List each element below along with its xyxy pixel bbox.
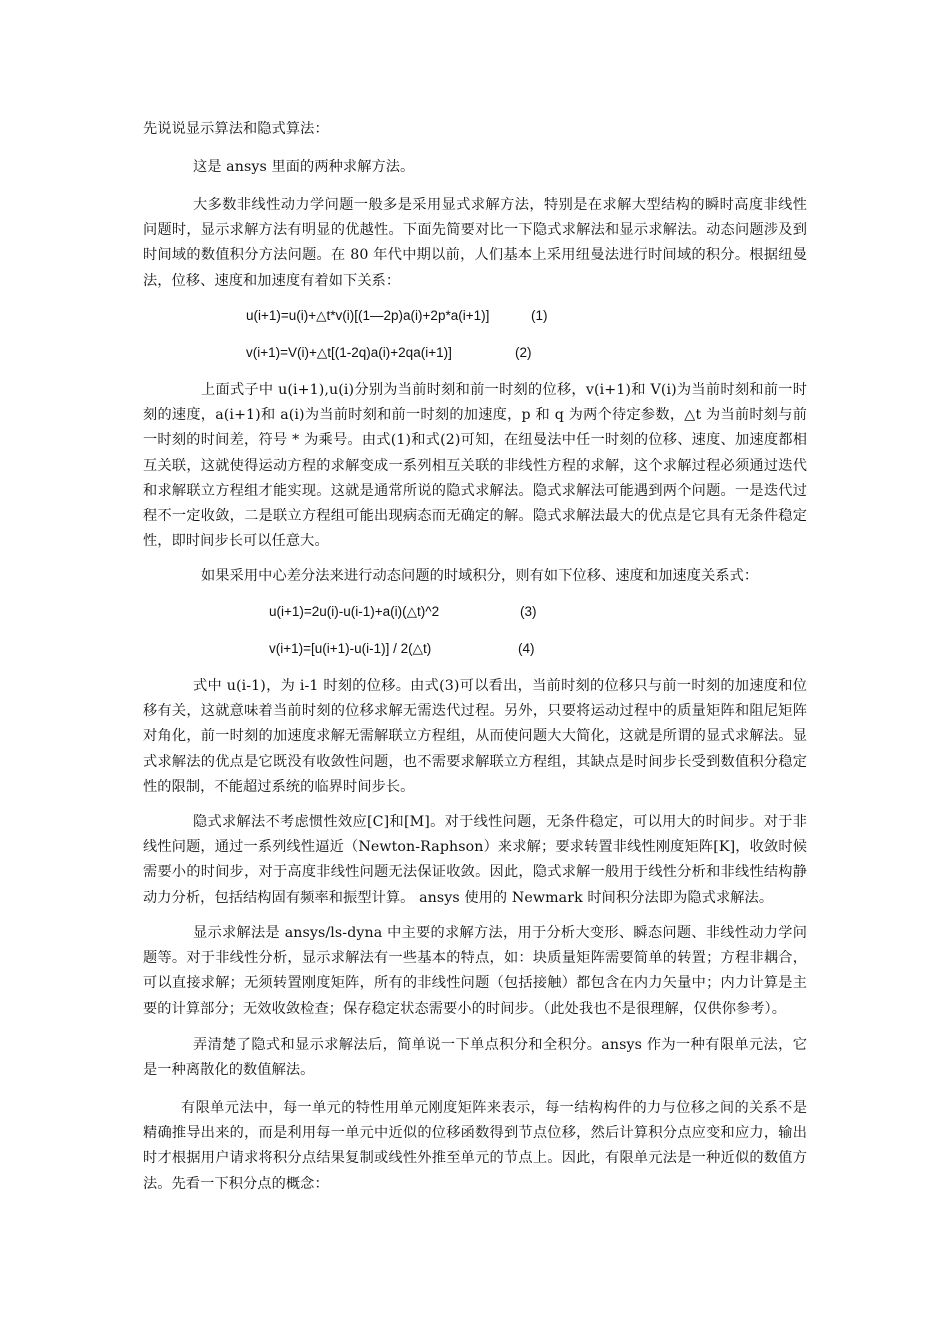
paragraph-central-difference: 如果采用中心差分法来进行动态问题的时域积分，则有如下位移、速度和加速度关系式： (201, 568, 759, 584)
equation-3: u(i+1)=2u(i)-u(i-1)+a(i)(△t)^2 (269, 604, 440, 619)
paragraph-implicit-summary: 隐式求解法不考虑惯性效应[C]和[M]。对于线性问题，无条件稳定，可以用大的时间步。对于非线性问题，通过一系列线性逼近（Newton-Raphson）来求解；要求转置非线性刚度矩阵[K]，收敛时候需要小的时间步，对于高度非线性问题无法保证收敛。因此，隐式求解一般用于线性分析和非线性结构静动力分析，包括结构固有频率和振型计算。 ansys 使用的 Newmark 时间积分法即为隐式求解法。 (143, 814, 807, 906)
paragraph-newmark-implicit: 上面式子中 u(i+1),u(i)分别为当前时刻和前一时刻的位移，v(i+1)和 V(i)为当前时刻和前一时刻的速度，a(i+1)和 a(i)为当前时刻和前一时刻的加速度，p 和 q 为两个待定参数，△t 为当前时刻与前一时刻的时间差，符号 * 为乘号。由式(1)和式(2)可知，在纽曼法中任一时刻的位移、速度、加速度都相互关联，这就使得运动方程的求解变成一系列相互关联的非线性方程的求解，这个求解过程必须通过迭代和求解联立方程组才能实现。这就是通常所说的隐式求解法。隐式求解法可能遇到两个问题。一是迭代过程不一定收敛，二是联立方程组可能出现病态而无确定的解。隐式求解法最大的优点是它具有无条件稳定性，即时间步长可以任意大。 (143, 382, 807, 550)
paragraph-ansys-methods: 这是 ansys 里面的两种求解方法。 (193, 159, 415, 175)
paragraph-explicit-overview: 大多数非线性动力学问题一般多是采用显式求解方法，特别是在求解大型结构的瞬时高度非线性问题时，显示求解方法有明显的优越性。下面先简要对比一下隐式求解法和显示求解法。动态问题涉及到时间域的数值积分方法问题。在 80 年代中期以前，人们基本上采用纽曼法进行时间域的积分。根据纽曼法，位移、速度和加速度有着如下关系： (143, 197, 807, 289)
equation-1: u(i+1)=u(i)+△t*v(i)[(1—2p)a(i)+2p*a(i+1)] (246, 308, 490, 323)
paragraph-finite-element: 有限单元法中，每一单元的特性用单元刚度矩阵来表示，每一结构构件的力与位移之间的关系不是精确推导出来的，而是利用每一单元中近似的位移函数得到节点位移，然后计算积分点应变和应力，输出时才根据用户请求将积分点结果复制或线性外推至单元的节点上。因此，有限单元法是一种近似的数值方法。先看一下积分点的概念： (143, 1100, 807, 1192)
equation-2: v(i+1)=V(i)+△t[(1-2q)a(i)+2qa(i+1)] (246, 345, 452, 360)
paragraph-explicit-method: 式中 u(i-1)，为 i-1 时刻的位移。由式(3)可以看出，当前时刻的位移只与前一时刻的加速度和位移有关，这就意味着当前时刻的位移求解无需迭代过程。另外，只要将运动过程中的质量矩阵和阻尼矩阵对角化，前一时刻的加速度求解无需解联立方程组，从而使问题大大简化，这就是所谓的显式求解法。显式求解法的优点是它既没有收敛性问题，也不需要求解联立方程组，其缺点是时间步长受到数值积分稳定性的限制，不能超过系统的临界时间步长。 (143, 678, 807, 795)
equation-3-number: (3) (520, 604, 537, 619)
equation-4-number: (4) (518, 641, 535, 656)
equation-1-number: (1) (531, 308, 548, 323)
paragraph-explicit-summary: 显示求解法是 ansys/ls-dyna 中主要的求解方法，用于分析大变形、瞬态问题、非线性动力学问题等。对于非线性分析，显示求解法有一些基本的特点，如：块质量矩阵需要简单的转置；方程非耦合，可以直接求解；无须转置刚度矩阵，所有的非线性问题（包括接触）都包含在内力矢量中；内力计算是主要的计算部分；无效收敛检查；保存稳定状态需要小的时间步。（此处我也不是很理解，仅供你参考）。 (143, 925, 807, 1017)
equation-4: v(i+1)=[u(i+1)-u(i-1)] / 2(△t) (269, 641, 432, 656)
equation-2-number: (2) (515, 345, 532, 360)
paragraph-integration-intro: 弄清楚了隐式和显示求解法后，简单说一下单点积分和全积分。ansys 作为一种有限单元法，它是一种离散化的数值解法。 (143, 1037, 807, 1079)
paragraph-intro: 先说说显示算法和隐式算法： (143, 121, 329, 137)
